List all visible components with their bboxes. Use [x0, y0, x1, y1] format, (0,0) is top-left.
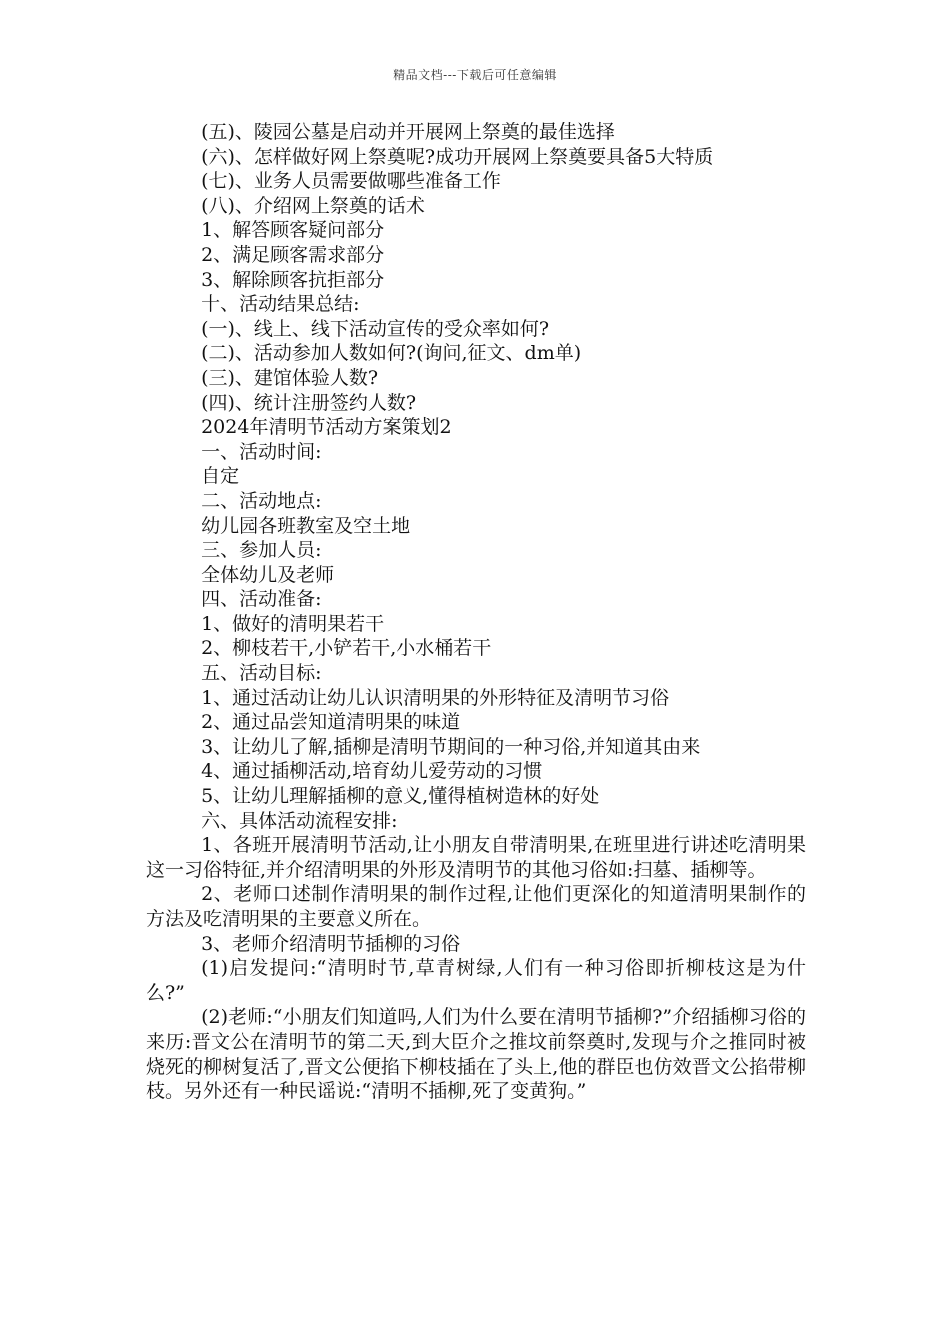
paragraph: 全体幼儿及老师 — [201, 563, 335, 586]
paragraph: (六)、怎样做好网上祭奠呢?成功开展网上祭奠要具备5大特质 — [201, 145, 714, 168]
paragraph: 1、通过活动让幼儿认识清明果的外形特征及清明节习俗 — [201, 686, 670, 709]
paragraph: (二)、活动参加人数如何?(询问,征文、dm单) — [201, 342, 582, 365]
paragraph: 2、满足顾客需求部分 — [201, 243, 385, 266]
paragraph: 自定 — [201, 465, 240, 488]
section-heading: 二、活动地点: — [201, 489, 322, 512]
document-title: 2024年清明节活动方案策划2 — [201, 416, 452, 439]
paragraph: (七)、业务人员需要做哪些准备工作 — [201, 170, 501, 193]
section-heading: 四、活动准备: — [201, 588, 322, 611]
paragraph: 2、老师口述制作清明果的制作过程,让他们更深化的知道清明果制作的方法及吃清明果的主要意义所在。 — [146, 883, 806, 930]
paragraph: (2)老师:“小朋友们知道吗,人们为什么要在清明节插柳?”介绍插柳习俗的来历:晋文公在清明节的第二天,到大臣介之推坟前祭奠时,发现与介之推同时被烧死的柳树复活了,晋文公便掐下柳枝插在了头上,他的群臣也仿效晋文公掐带柳枝。另外还有一种民谣说:“清明不插柳,死了变黄狗。” — [146, 1006, 806, 1103]
paragraph: 1、各班开展清明节活动,让小朋友自带清明果,在班里进行讲述吃清明果这一习俗特征,并介绍清明果的外形及清明节的其他习俗如:扫墓、插柳等。 — [146, 834, 806, 881]
paragraph: (三)、建馆体验人数? — [201, 366, 379, 389]
section-heading: 五、活动目标: — [201, 662, 322, 685]
paragraph: 2、通过品尝知道清明果的味道 — [201, 711, 461, 734]
paragraph: 4、通过插柳活动,培育幼儿爱劳动的习惯 — [201, 760, 543, 783]
document-body — [146, 120, 806, 1104]
paragraph: 3、让幼儿了解,插柳是清明节期间的一种习俗,并知道其由来 — [201, 735, 701, 758]
paragraph: (1)启发提问:“清明时节,草青树绿,人们有一种习俗即折柳枝这是为什么?” — [146, 957, 806, 1004]
paragraph: 幼儿园各班教室及空土地 — [201, 514, 411, 537]
section-heading: 六、具体活动流程安排: — [201, 809, 398, 832]
paragraph: (五)、陵园公墓是启动并开展网上祭奠的最佳选择 — [201, 121, 615, 143]
paragraph: 2、柳枝若干,小铲若干,小水桶若干 — [201, 637, 492, 660]
paragraph: 5、让幼儿理解插柳的意义,懂得植树造林的好处 — [201, 785, 600, 808]
paragraph: (四)、统计注册签约人数? — [201, 391, 417, 414]
paragraph: (一)、线上、线下活动宣传的受众率如何? — [201, 317, 550, 340]
section-heading: 十、活动结果总结: — [201, 293, 360, 316]
paragraph: 3、解除顾客抗拒部分 — [201, 268, 385, 291]
paragraph: (八)、介绍网上祭奠的话术 — [201, 194, 425, 217]
section-heading: 一、活动时间: — [201, 440, 322, 463]
paragraph: 1、解答顾客疑问部分 — [201, 219, 385, 242]
paragraph: 3、老师介绍清明节插柳的习俗 — [201, 932, 461, 955]
section-heading: 三、参加人员: — [201, 539, 322, 562]
paragraph: 1、做好的清明果若干 — [201, 612, 385, 635]
page-header: 精品文档---下载后可任意编辑 — [393, 68, 557, 82]
